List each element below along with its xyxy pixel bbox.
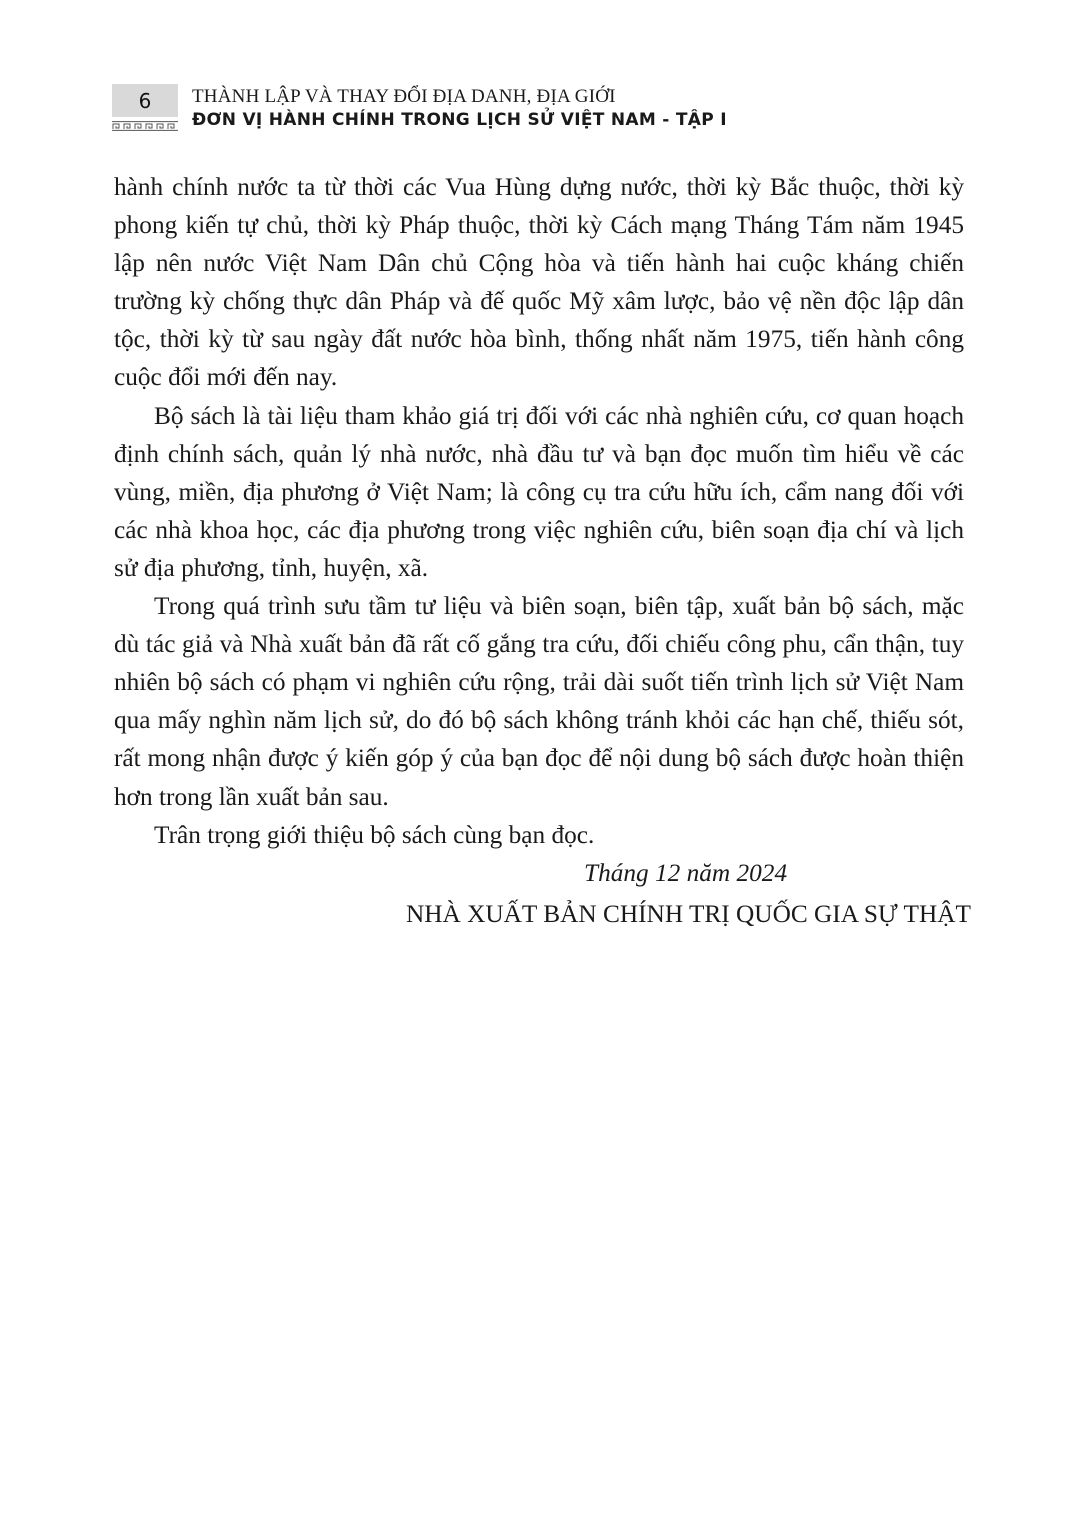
paragraph-closing: Trân trọng giới thiệu bộ sách cùng bạn đọc. (154, 820, 595, 849)
running-title-line-1: THÀNH LẬP VÀ THAY ĐỔI ĐỊA DANH, ĐỊA GIỚI (192, 86, 616, 107)
running-title-line-2: ĐƠN VỊ HÀNH CHÍNH TRONG LỊCH SỬ VIỆT NAM - TẬP I (192, 110, 727, 130)
paragraph: Bộ sách là tài liệu tham khảo giá trị đối với các nhà nghiên cứu, cơ quan hoạch định chính sách, quản lý nhà nước, nhà đầu tư và bạn đọc muốn tìm hiểu về các vùng, miền, địa phương ở Việt Nam; là công cụ tra cứu hữu ích, cẩm nang đối với các nhà khoa học, các địa phương trong việc nghiên cứu, biên soạn địa chí và lịch sử địa phương, tỉnh, huyện, xã. (114, 401, 964, 582)
signature-date: Tháng 12 năm 2024 (584, 859, 788, 887)
paragraph-continued: hành chính nước ta từ thời các Vua Hùng dựng nước, thời kỳ Bắc thuộc, thời kỳ phong kiến tự chủ, thời kỳ Pháp thuộc, thời kỳ Cách mạng Tháng Tám năm 1945 lập nên nước Việt Nam Dân chủ Cộng hòa và tiến hành hai cuộc kháng chiến trường kỳ chống thực dân Pháp và đế quốc Mỹ xâm lược, bảo vệ nền độc lập dân tộc, thời kỳ từ sau ngày đất nước hòa bình, thống nhất năm 1975, tiến hành công cuộc đổi mới đến nay. (114, 173, 964, 392)
running-header (112, 84, 972, 134)
signature-publisher: NHÀ XUẤT BẢN CHÍNH TRỊ QUỐC GIA SỰ THẬT (406, 900, 971, 928)
page-number: 6 (112, 84, 178, 117)
body-text (114, 168, 964, 854)
greek-key-border-icon (112, 121, 178, 131)
paragraph: Trong quá trình sưu tầm tư liệu và biên soạn, biên tập, xuất bản bộ sách, mặc dù tác giả và Nhà xuất bản đã rất cố gắng tra cứu, đối chiếu công phu, cẩn thận, tuy nhiên bộ sách có phạm vi nghiên cứu rộng, trải dài suốt tiến trình lịch sử Việt Nam qua mấy nghìn năm lịch sử, do đó bộ sách không tránh khỏi các hạn chế, thiếu sót, rất mong nhận được ý kiến góp ý của bạn đọc để nội dung bộ sách được hoàn thiện hơn trong lần xuất bản sau. (114, 592, 964, 811)
